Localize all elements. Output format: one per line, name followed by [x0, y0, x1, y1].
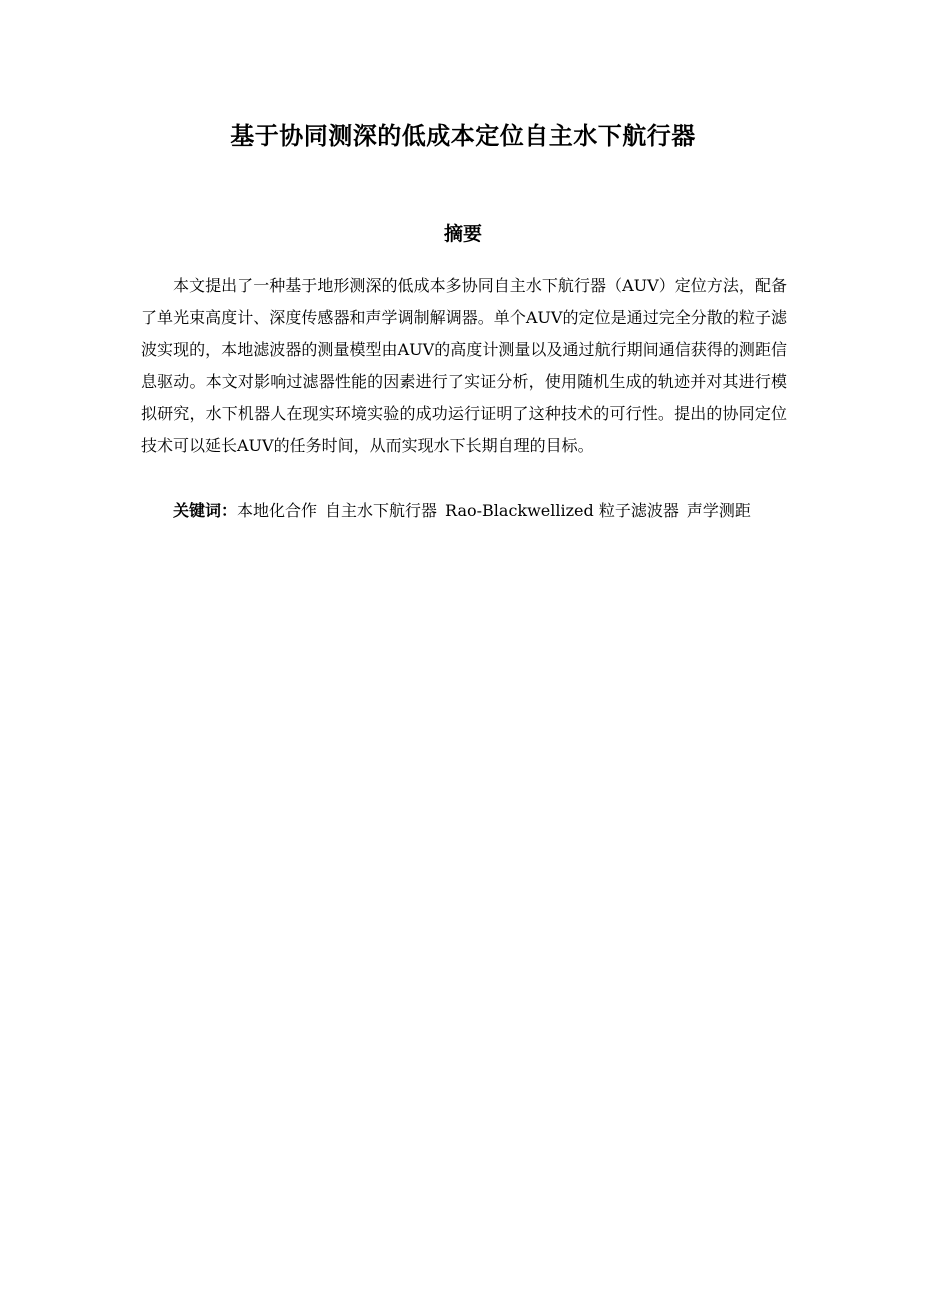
- abstract-paragraph: 本文提出了一种基于地形测深的低成本多协同自主水下航行器（AUV）定位方法，配备了单光束高度计、深度传感器和声学调制解调器。单个AUV的定位是通过完全分散的粒子滤波实现的，本地滤波器的测量模型由AUV的高度计测量以及通过航行期间通信获得的测距信息驱动。本文对影响过滤器性能的因素进行了实证分析，使用随机生成的轨迹并对其进行模拟研究，水下机器人在现实环境实验的成功运行证明了这种技术的可行性。提出的协同定位技术可以延长AUV的任务时间，从而实现水下长期自理的目标。: [141, 276, 787, 455]
- keywords-label: 关键词：: [173, 501, 238, 520]
- document-title: 基于协同测深的低成本定位自主水下航行器: [230, 122, 696, 150]
- keyword-item: 自主水下航行器: [325, 501, 438, 520]
- keywords-line: [141, 496, 787, 526]
- abstract-heading: 摘要: [443, 223, 482, 245]
- keyword-item: Rao-Blackwellized 粒子滤波器: [445, 501, 679, 520]
- keyword-item: 声学测距: [686, 501, 751, 520]
- keyword-item: 本地化合作: [237, 501, 318, 520]
